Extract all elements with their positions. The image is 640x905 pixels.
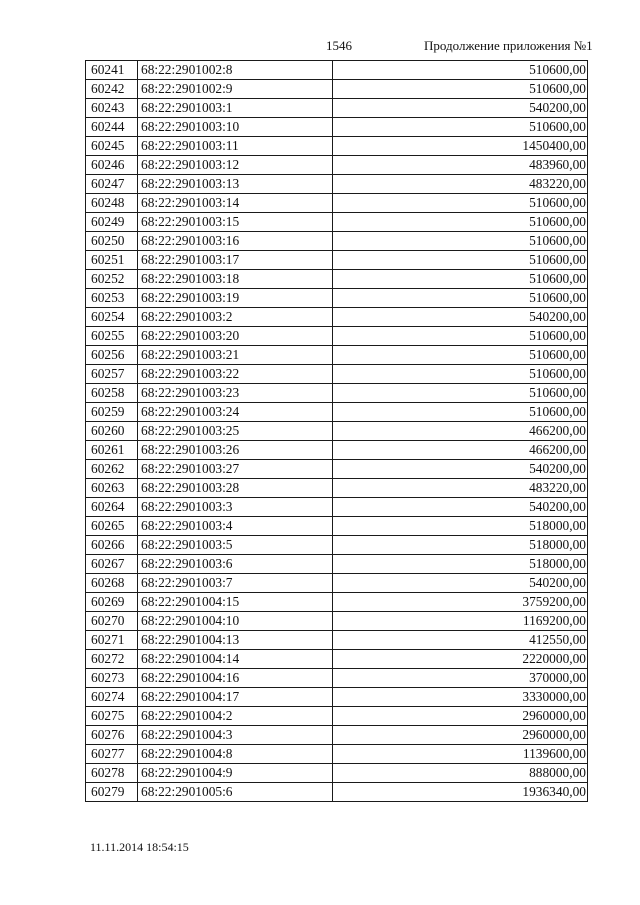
cadastral-value-cell: 510600,00: [333, 232, 588, 251]
table-row: [86, 118, 588, 137]
cadastral-number-cell: 68:22:2901004:13: [138, 631, 333, 650]
cadastral-value-cell: 518000,00: [333, 555, 588, 574]
cadastral-number-cell: 68:22:2901003:13: [138, 175, 333, 194]
row-number-cell: 60257: [86, 365, 138, 384]
row-number-cell: 60244: [86, 118, 138, 137]
cadastral-value-cell: 3759200,00: [333, 593, 588, 612]
table-row: [86, 593, 588, 612]
row-number-cell: 60254: [86, 308, 138, 327]
row-number-cell: 60242: [86, 80, 138, 99]
cadastral-number-cell: 68:22:2901003:22: [138, 365, 333, 384]
cadastral-number-cell: 68:22:2901003:3: [138, 498, 333, 517]
cadastral-number-cell: 68:22:2901003:1: [138, 99, 333, 118]
cadastral-value-cell: 1936340,00: [333, 783, 588, 802]
table-row: [86, 555, 588, 574]
cadastral-value-cell: 540200,00: [333, 498, 588, 517]
cadastral-number-cell: 68:22:2901003:4: [138, 517, 333, 536]
cadastral-number-cell: 68:22:2901003:14: [138, 194, 333, 213]
cadastral-value-cell: 3330000,00: [333, 688, 588, 707]
row-number-cell: 60258: [86, 384, 138, 403]
table-row: [86, 327, 588, 346]
table-row: [86, 137, 588, 156]
cadastral-value-cell: 510600,00: [333, 270, 588, 289]
cadastral-number-cell: 68:22:2901002:8: [138, 61, 333, 80]
cadastral-value-cell: 2960000,00: [333, 726, 588, 745]
row-number-cell: 60249: [86, 213, 138, 232]
cadastral-value-cell: 510600,00: [333, 251, 588, 270]
row-number-cell: 60277: [86, 745, 138, 764]
row-number-cell: 60260: [86, 422, 138, 441]
cadastral-number-cell: 68:22:2901003:16: [138, 232, 333, 251]
cadastral-value-cell: 1169200,00: [333, 612, 588, 631]
row-number-cell: 60269: [86, 593, 138, 612]
cadastral-value-cell: 466200,00: [333, 441, 588, 460]
row-number-cell: 60276: [86, 726, 138, 745]
row-number-cell: 60266: [86, 536, 138, 555]
table-row: [86, 650, 588, 669]
table-row: [86, 308, 588, 327]
cadastral-number-cell: 68:22:2901005:6: [138, 783, 333, 802]
row-number-cell: 60262: [86, 460, 138, 479]
cadastral-value-cell: 483960,00: [333, 156, 588, 175]
cadastral-number-cell: 68:22:2901003:7: [138, 574, 333, 593]
table-row: [86, 99, 588, 118]
cadastral-number-cell: 68:22:2901003:25: [138, 422, 333, 441]
cadastral-number-cell: 68:22:2901004:3: [138, 726, 333, 745]
row-number-cell: 60247: [86, 175, 138, 194]
table-row: [86, 422, 588, 441]
table-row: [86, 232, 588, 251]
cadastral-value-cell: 510600,00: [333, 327, 588, 346]
appendix-continuation-note: Продолжение приложения №1: [424, 38, 593, 53]
cadastral-number-cell: 68:22:2901003:26: [138, 441, 333, 460]
cadastral-value-cell: 510600,00: [333, 194, 588, 213]
row-number-cell: 60268: [86, 574, 138, 593]
row-number-cell: 60252: [86, 270, 138, 289]
table-row: [86, 707, 588, 726]
table-row: [86, 80, 588, 99]
print-timestamp: 11.11.2014 18:54:15: [90, 840, 189, 854]
cadastral-number-cell: 68:22:2901003:17: [138, 251, 333, 270]
cadastral-number-cell: 68:22:2901003:28: [138, 479, 333, 498]
row-number-cell: 60251: [86, 251, 138, 270]
table-row: [86, 764, 588, 783]
cadastral-number-cell: 68:22:2901003:24: [138, 403, 333, 422]
cadastral-value-cell: 1139600,00: [333, 745, 588, 764]
cadastral-value-cell: 510600,00: [333, 118, 588, 137]
cadastral-value-cell: 412550,00: [333, 631, 588, 650]
cadastral-value-cell: 466200,00: [333, 422, 588, 441]
cadastral-value-cell: 510600,00: [333, 384, 588, 403]
cadastral-value-cell: 1450400,00: [333, 137, 588, 156]
page-number: 1546: [326, 38, 352, 53]
cadastral-number-cell: 68:22:2901003:21: [138, 346, 333, 365]
row-number-cell: 60256: [86, 346, 138, 365]
table-row: [86, 612, 588, 631]
cadastral-value-cell: 540200,00: [333, 99, 588, 118]
row-number-cell: 60272: [86, 650, 138, 669]
table-row: [86, 783, 588, 802]
row-number-cell: 60274: [86, 688, 138, 707]
table-row: [86, 365, 588, 384]
cadastral-value-cell: 540200,00: [333, 460, 588, 479]
cadastral-number-cell: 68:22:2901003:23: [138, 384, 333, 403]
table-row: [86, 289, 588, 308]
table-row: [86, 745, 588, 764]
row-number-cell: 60278: [86, 764, 138, 783]
table-row: [86, 536, 588, 555]
cadastral-value-cell: 510600,00: [333, 61, 588, 80]
cadastral-value-cell: 510600,00: [333, 403, 588, 422]
cadastral-value-table: [85, 60, 588, 802]
cadastral-value-cell: 518000,00: [333, 517, 588, 536]
cadastral-number-cell: 68:22:2901003:20: [138, 327, 333, 346]
row-number-cell: 60265: [86, 517, 138, 536]
table-row: [86, 479, 588, 498]
cadastral-number-cell: 68:22:2901004:10: [138, 612, 333, 631]
row-number-cell: 60241: [86, 61, 138, 80]
cadastral-number-cell: 68:22:2901003:15: [138, 213, 333, 232]
table-row: [86, 270, 588, 289]
table-row: [86, 441, 588, 460]
cadastral-value-cell: 510600,00: [333, 346, 588, 365]
row-number-cell: 60279: [86, 783, 138, 802]
cadastral-value-cell: 370000,00: [333, 669, 588, 688]
cadastral-value-cell: 510600,00: [333, 365, 588, 384]
cadastral-number-cell: 68:22:2901003:10: [138, 118, 333, 137]
cadastral-number-cell: 68:22:2901004:14: [138, 650, 333, 669]
cadastral-number-cell: 68:22:2901003:18: [138, 270, 333, 289]
cadastral-number-cell: 68:22:2901004:2: [138, 707, 333, 726]
cadastral-number-cell: 68:22:2901003:12: [138, 156, 333, 175]
table-row: [86, 346, 588, 365]
table-row: [86, 460, 588, 479]
cadastral-number-cell: 68:22:2901003:11: [138, 137, 333, 156]
row-number-cell: 60243: [86, 99, 138, 118]
table-row: [86, 726, 588, 745]
row-number-cell: 60275: [86, 707, 138, 726]
cadastral-value-cell: 2960000,00: [333, 707, 588, 726]
table-row: [86, 669, 588, 688]
cadastral-value-cell: 510600,00: [333, 289, 588, 308]
table-row: [86, 61, 588, 80]
table-row: [86, 631, 588, 650]
cadastral-number-cell: 68:22:2901004:17: [138, 688, 333, 707]
row-number-cell: 60264: [86, 498, 138, 517]
row-number-cell: 60263: [86, 479, 138, 498]
cadastral-number-cell: 68:22:2901004:9: [138, 764, 333, 783]
cadastral-number-cell: 68:22:2901004:15: [138, 593, 333, 612]
table-body: [86, 61, 588, 802]
row-number-cell: 60271: [86, 631, 138, 650]
cadastral-number-cell: 68:22:2901003:5: [138, 536, 333, 555]
table-row: [86, 498, 588, 517]
row-number-cell: 60255: [86, 327, 138, 346]
row-number-cell: 60245: [86, 137, 138, 156]
cadastral-value-cell: 510600,00: [333, 80, 588, 99]
cadastral-number-cell: 68:22:2901004:8: [138, 745, 333, 764]
table-row: [86, 175, 588, 194]
row-number-cell: 60267: [86, 555, 138, 574]
table-row: [86, 251, 588, 270]
cadastral-value-cell: 483220,00: [333, 175, 588, 194]
row-number-cell: 60273: [86, 669, 138, 688]
cadastral-value-cell: 518000,00: [333, 536, 588, 555]
table-row: [86, 213, 588, 232]
table-row: [86, 403, 588, 422]
cadastral-value-cell: 2220000,00: [333, 650, 588, 669]
cadastral-number-cell: 68:22:2901004:16: [138, 669, 333, 688]
cadastral-value-cell: 483220,00: [333, 479, 588, 498]
table-row: [86, 194, 588, 213]
cadastral-number-cell: 68:22:2901003:19: [138, 289, 333, 308]
table-row: [86, 688, 588, 707]
row-number-cell: 60259: [86, 403, 138, 422]
table-row: [86, 156, 588, 175]
cadastral-number-cell: 68:22:2901002:9: [138, 80, 333, 99]
cadastral-value-cell: 510600,00: [333, 213, 588, 232]
cadastral-number-cell: 68:22:2901003:6: [138, 555, 333, 574]
row-number-cell: 60270: [86, 612, 138, 631]
row-number-cell: 60261: [86, 441, 138, 460]
row-number-cell: 60250: [86, 232, 138, 251]
cadastral-number-cell: 68:22:2901003:27: [138, 460, 333, 479]
cadastral-value-cell: 540200,00: [333, 574, 588, 593]
table-row: [86, 574, 588, 593]
row-number-cell: 60253: [86, 289, 138, 308]
cadastral-number-cell: 68:22:2901003:2: [138, 308, 333, 327]
cadastral-value-cell: 888000,00: [333, 764, 588, 783]
table-row: [86, 384, 588, 403]
row-number-cell: 60246: [86, 156, 138, 175]
cadastral-value-cell: 540200,00: [333, 308, 588, 327]
table-row: [86, 517, 588, 536]
row-number-cell: 60248: [86, 194, 138, 213]
